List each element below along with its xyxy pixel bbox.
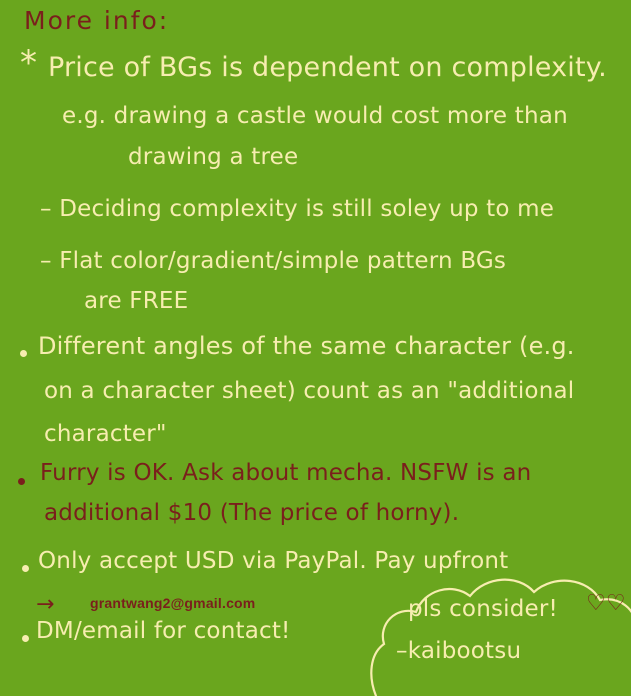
eg-tree-line: drawing a tree [128,144,299,170]
asterisk-bullet: * [20,43,38,83]
flat-color-line: – Flat color/gradient/simple pattern BGs [40,248,507,274]
bullet-dot [18,478,25,485]
arrow-right-icon: → [36,592,55,617]
page-title: More info: [24,6,170,35]
bullet-dot [22,565,29,572]
bg-price-line: Price of BGs is dependent on complexity. [48,52,607,83]
heart-icon: ♡♡ [586,591,626,616]
furry-line-2: additional $10 (The price of horny). [44,500,460,526]
bullet-dot [22,635,29,642]
angles-line-3: character" [44,421,167,447]
angles-line-2: on a character sheet) count as an "additional [44,378,575,404]
bullet-dot [20,350,27,357]
are-free-line: are FREE [84,288,189,314]
usd-line: Only accept USD via PayPal. Pay upfront [38,548,509,574]
cloud-signature: –kaibootsu [396,638,522,664]
cloud-line-1: pls consider! [408,596,558,622]
dm-line: DM/email for contact! [36,618,291,644]
eg-castle-line: e.g. drawing a castle would cost more than [62,103,568,129]
furry-line-1: Furry is OK. Ask about mecha. NSFW is an [40,460,532,486]
speech-cloud-icon [368,566,631,696]
deciding-line: – Deciding complexity is still soley up to me [40,196,555,222]
angles-line-1: Different angles of the same character (e.g. [38,332,575,360]
email-address[interactable]: grantwang2@gmail.com [90,595,256,611]
